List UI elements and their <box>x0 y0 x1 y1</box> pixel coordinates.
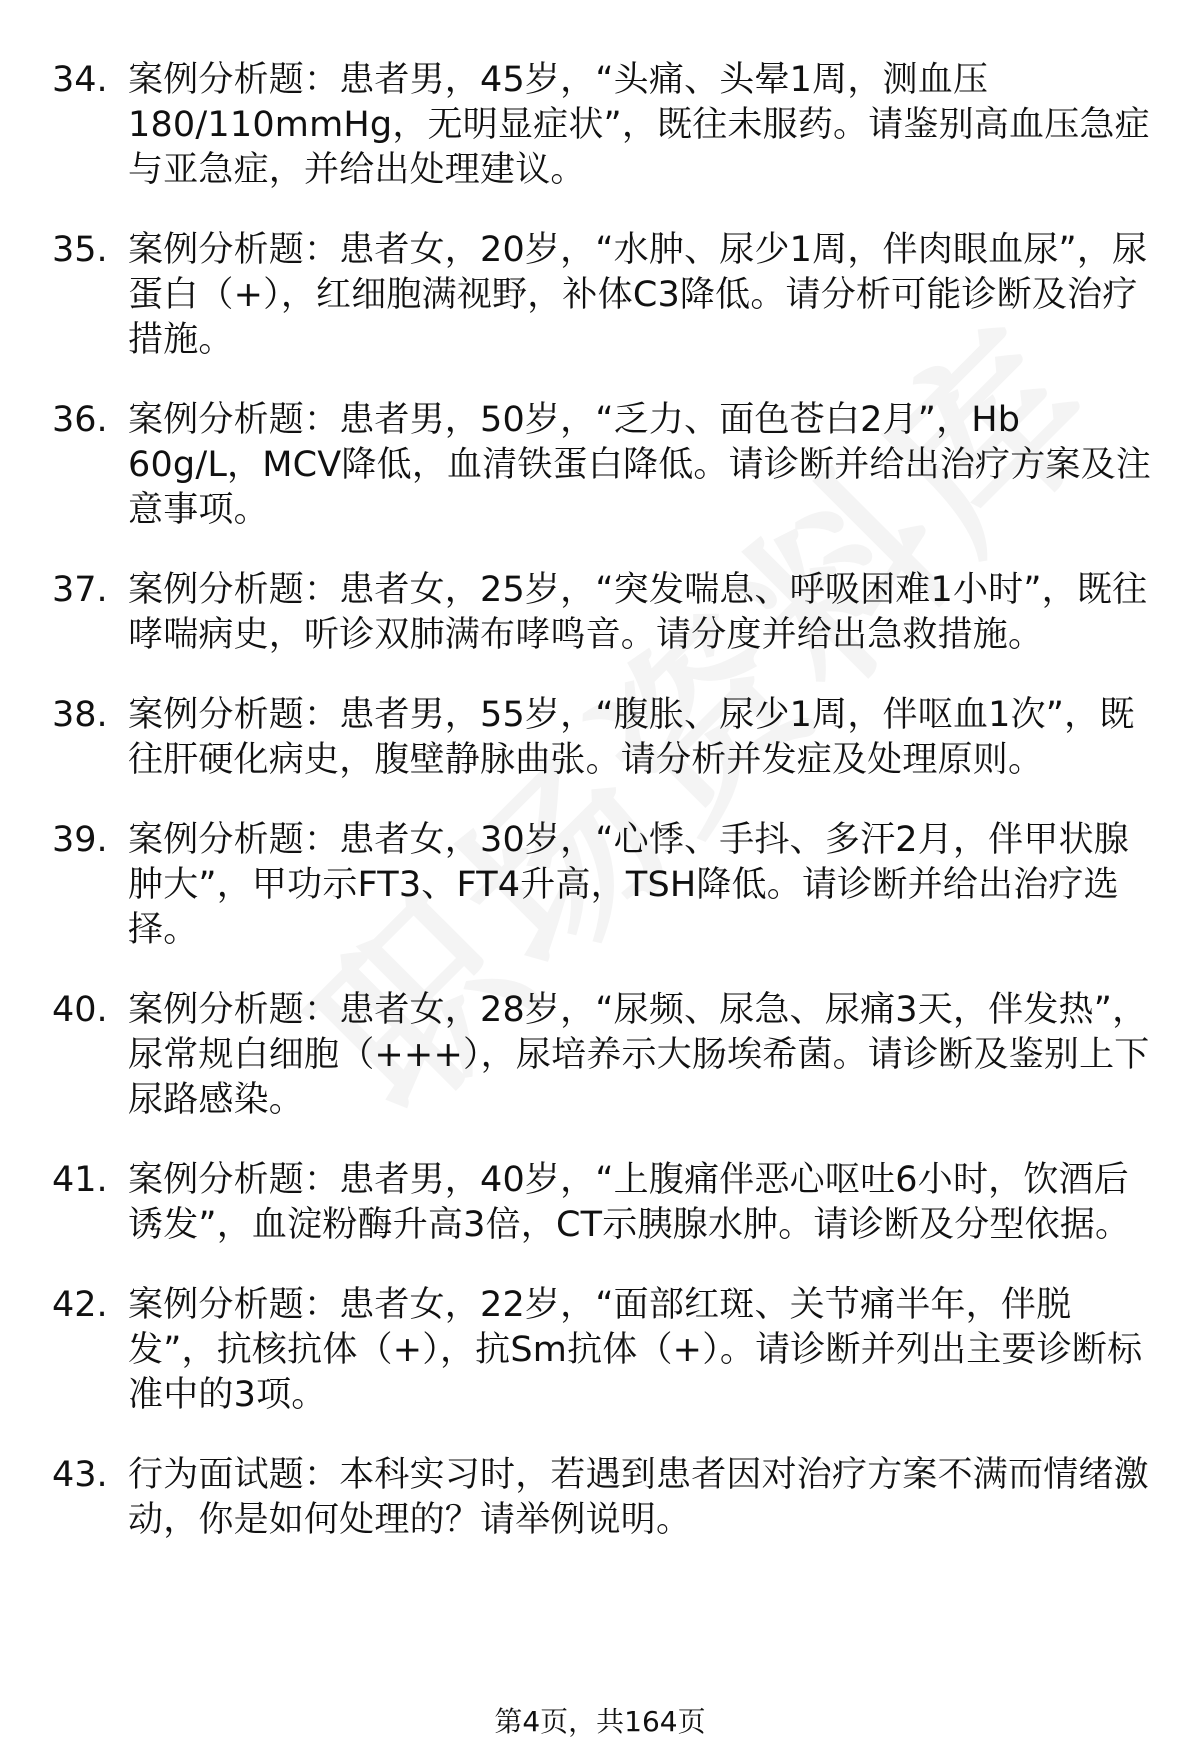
question-text: 案例分析题：患者女，20岁，“水肿、尿少1周，伴肉眼血尿”，尿蛋白（+），红细胞满视野，补体C3降低。请分析可能诊断及治疗措施。 <box>128 230 1148 360</box>
question-number: 37. <box>52 570 108 610</box>
question-item <box>52 228 1152 363</box>
question-text: 案例分析题：患者男，55岁，“腹胀、尿少1周，伴呕血1次”，既往肝硬化病史，腹壁静脉曲张。请分析并发症及处理原则。 <box>128 695 1135 780</box>
question-text: 案例分析题：患者女，25岁，“突发喘息、呼吸困难1小时”，既往哮喘病史，听诊双肺满布哮鸣音。请分度并给出急救措施。 <box>128 570 1148 655</box>
question-text: 案例分析题：患者女，28岁，“尿频、尿急、尿痛3天，伴发热”，尿常规白细胞（+++），尿培养示大肠埃希菌。请诊断及鉴别上下尿路感染。 <box>128 990 1150 1120</box>
question-number: 36. <box>52 400 108 440</box>
question-item <box>52 1158 1152 1248</box>
question-number: 41. <box>52 1160 108 1200</box>
question-text: 案例分析题：患者男，45岁，“头痛、头晕1周，测血压180/110mmHg，无明显症状”，既往未服药。请鉴别高血压急症与亚急症，并给出处理建议。 <box>128 60 1150 190</box>
question-text: 案例分析题：患者女，30岁，“心悸、手抖、多汗2月，伴甲状腺肿大”，甲功示FT3、FT4升高，TSH降低。请诊断并给出治疗选择。 <box>128 820 1129 950</box>
question-number: 34. <box>52 60 108 100</box>
question-text: 案例分析题：患者男，40岁，“上腹痛伴恶心呕吐6小时，饮酒后诱发”，血淀粉酶升高3倍，CT示胰腺水肿。请诊断及分型依据。 <box>128 1160 1131 1245</box>
question-number: 38. <box>52 695 108 735</box>
question-number: 40. <box>52 990 108 1030</box>
question-text: 案例分析题：患者女，22岁，“面部红斑、关节痛半年，伴脱发”，抗核抗体（+），抗Sm抗体（+）。请诊断并列出主要诊断标准中的3项。 <box>128 1285 1143 1415</box>
question-text: 案例分析题：患者男，50岁，“乏力、面色苍白2月”，Hb 60g/L，MCV降低，血清铁蛋白降低。请诊断并给出治疗方案及注意事项。 <box>128 400 1152 530</box>
question-item <box>52 988 1152 1123</box>
question-number: 42. <box>52 1285 108 1325</box>
question-number: 43. <box>52 1455 108 1495</box>
question-item <box>52 1283 1152 1418</box>
question-item <box>52 693 1152 783</box>
page-footer: 第4页，共164页 <box>494 1705 706 1738</box>
question-text: 行为面试题：本科实习时，若遇到患者因对治疗方案不满而情绪激动，你是如何处理的？请举例说明。 <box>128 1455 1149 1540</box>
question-item <box>52 1453 1152 1543</box>
question-number: 39. <box>52 820 108 860</box>
question-item <box>52 58 1152 193</box>
question-item <box>52 568 1152 658</box>
question-number: 35. <box>52 230 108 270</box>
question-item <box>52 818 1152 953</box>
question-list <box>52 58 1152 1578</box>
question-item <box>52 398 1152 533</box>
